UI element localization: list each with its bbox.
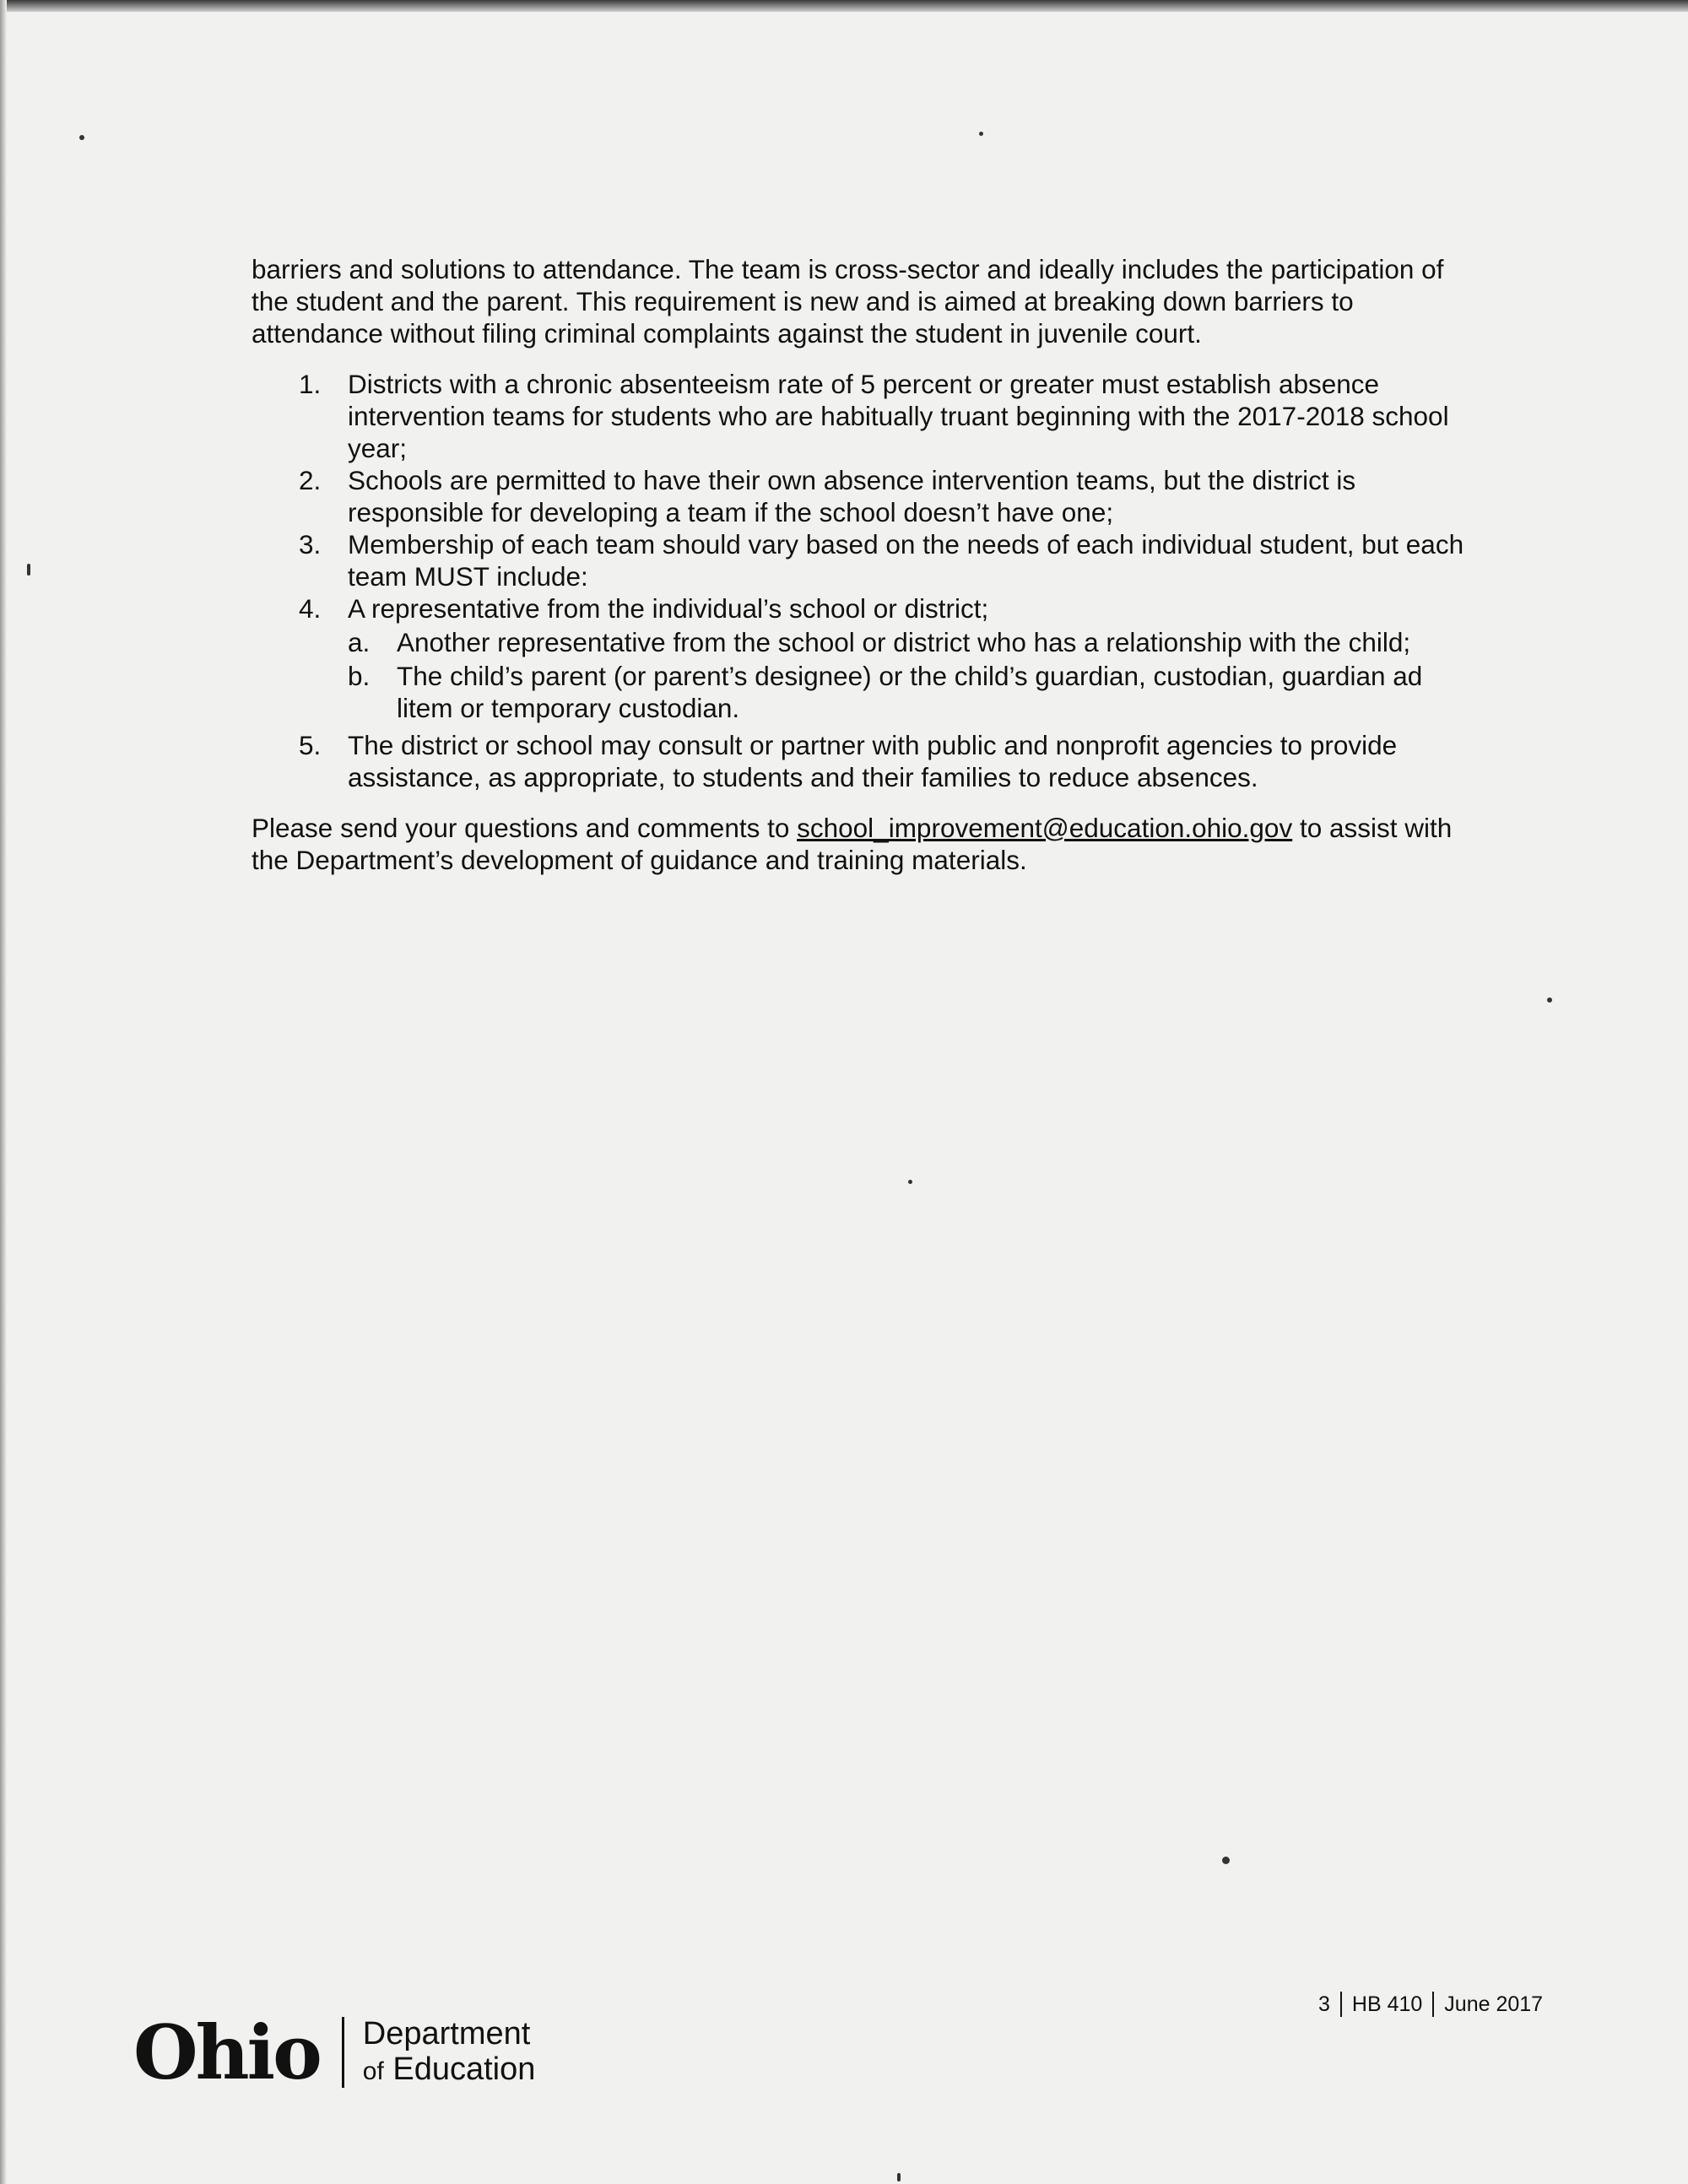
list-item — [252, 592, 1467, 724]
contact-email-link[interactable]: school_improvement@education.ohio.gov — [797, 813, 1293, 843]
department-name — [363, 2016, 536, 2089]
sub-list-item-letter: a. — [348, 627, 371, 657]
list-item-number: 5. — [299, 730, 322, 760]
list-item — [252, 729, 1467, 793]
ohio-department-logo — [133, 2002, 535, 2103]
closing-paragraph — [252, 812, 1467, 876]
department-education: Education — [383, 2051, 536, 2087]
scan-speck — [27, 564, 30, 576]
list-item-number: 2. — [299, 465, 322, 495]
requirements-list — [252, 368, 1467, 793]
scan-top-edge — [0, 0, 1688, 12]
scan-speck — [979, 132, 983, 136]
list-item-number: 3. — [299, 529, 322, 560]
document-date: June 2017 — [1444, 1992, 1544, 2016]
sub-list — [348, 626, 1467, 724]
logo-divider — [342, 2017, 344, 2088]
scan-speck — [908, 1180, 912, 1184]
list-item-number: 1. — [299, 369, 322, 399]
sub-list-item-letter: b. — [348, 661, 371, 691]
list-item-number: 4. — [299, 593, 322, 624]
list-item — [252, 368, 1467, 464]
list-item-text: Schools are permitted to have their own absence intervention teams, but the district is responsible for developing a team if the school doesn’t have one; — [348, 465, 1356, 527]
footer-separator — [1432, 1992, 1434, 2017]
sub-list-item-text: Another representative from the school or district who has a relationship with the child; — [397, 627, 1411, 657]
document-code: HB 410 — [1351, 1992, 1423, 2016]
department-line-1: Department — [362, 2015, 531, 2052]
department-line-2 — [363, 2052, 536, 2089]
list-item — [252, 464, 1467, 528]
scan-speck — [79, 135, 84, 140]
page-footer-meta — [1318, 1987, 1543, 2021]
list-item-text: The district or school may consult or partner with public and nonprofit agencies to provide assistance, as appropriate, to students and their families to reduce absences. — [348, 730, 1398, 792]
scan-left-edge — [0, 0, 7, 2184]
list-item — [252, 528, 1467, 592]
document-body — [252, 253, 1467, 876]
list-item-text: A representative from the individual’s school or district; — [348, 593, 989, 624]
closing-text-before: Please send your questions and comments to — [252, 813, 798, 843]
footer-separator — [1340, 1992, 1342, 2017]
closing-text-after: to assist with the Department’s development of guidance and training materials. — [252, 813, 1453, 875]
sub-list-item — [348, 626, 1467, 658]
scan-speck — [1222, 1857, 1230, 1864]
intro-paragraph: barriers and solutions to attendance. The team is cross-sector and ideally includes the participation of the student and the parent. This requirement is new and is aimed at breaking down barriers to attendance without filing criminal complaints against the student in juvenile court. — [252, 254, 1444, 349]
list-item-text: Membership of each team should vary based on the needs of each individual student, but each team MUST include: — [348, 529, 1464, 592]
scan-speck — [897, 2173, 901, 2181]
list-item-text: Districts with a chronic absenteeism rate of 5 percent or greater must establish absence intervention teams for students who are habitually truant beginning with the 2017-2018 school year; — [348, 369, 1449, 463]
sub-list-item — [348, 660, 1467, 724]
scan-speck — [1547, 997, 1552, 1003]
page-number: 3 — [1318, 1992, 1330, 2016]
sub-list-item-text: The child’s parent (or parent’s designee) or the child’s guardian, custodian, guardian ad litem or temporary custodian. — [397, 661, 1423, 723]
department-of: of — [362, 2057, 384, 2085]
ohio-wordmark: Ohio — [133, 2008, 320, 2096]
